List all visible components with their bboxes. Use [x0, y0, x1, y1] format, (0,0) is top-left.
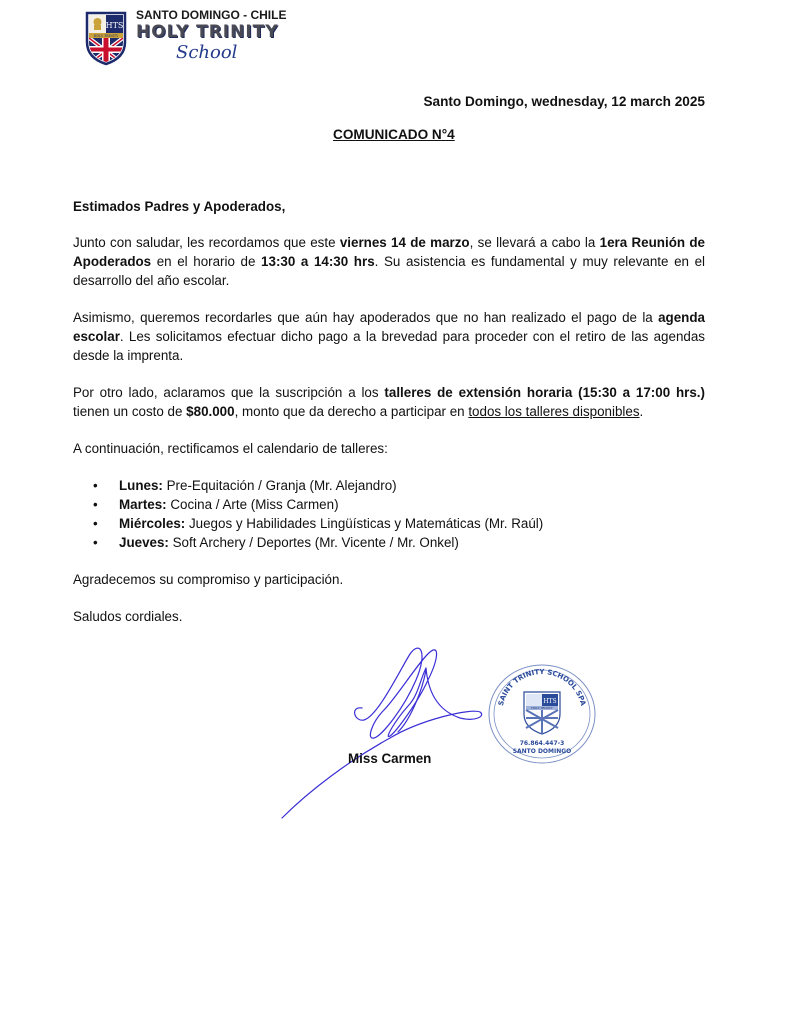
stamp-rut: 76.864.447-3	[519, 740, 565, 747]
all-workshops: todos los talleres disponibles	[468, 404, 640, 419]
workshop-schedule	[93, 476, 705, 552]
stamp-banner: HOLY TRINITY	[531, 706, 553, 711]
signer-name: Miss Carmen	[348, 751, 432, 766]
text: . Les solicitamos efectuar dicho pago a la brevedad para proceder con el retiro de las agendas desde la imprenta.	[73, 329, 705, 363]
schedule-day: Miércoles:	[119, 516, 186, 531]
meeting-date: viernes 14 de marzo	[339, 235, 470, 250]
signature-area	[0, 640, 791, 840]
schedule-detail: Cocina / Arte (Miss Carmen)	[166, 497, 339, 512]
stamp-initials: HTS	[543, 698, 557, 705]
school-logo	[84, 8, 314, 72]
text: Junto con saludar, les recordamos que este	[73, 235, 340, 250]
schedule-day: Martes:	[119, 497, 167, 512]
bullet-icon: •	[93, 516, 98, 531]
closing-line: Saludos cordiales.	[73, 609, 183, 624]
logo-school-name: HOLY TRINITY	[136, 22, 279, 42]
paragraph-meeting	[73, 233, 705, 290]
text: Por otro lado, aclaramos que la suscripción a los	[73, 385, 385, 400]
text: , se llevará a cabo la	[469, 235, 600, 250]
text: en el horario de	[151, 254, 262, 269]
schedule-item-martes	[93, 495, 705, 514]
text: Asimismo, queremos recordarles que aún hay apoderados que no han realizado el pago de la	[73, 310, 659, 325]
paragraph-calendar-intro: A continuación, rectificamos el calendario de talleres:	[73, 441, 388, 456]
greeting: Estimados Padres y Apoderados,	[73, 199, 286, 214]
paragraph-agenda	[73, 308, 705, 365]
letter-body	[73, 197, 705, 644]
text: . Su asistencia es fundamental y muy relevante en el desarrollo del año escolar.	[73, 254, 705, 288]
thanks-line: Agradecemos su compromiso y participación.	[73, 572, 344, 587]
schedule-detail: Soft Archery / Deportes (Mr. Vicente / Mr. Onkel)	[168, 535, 459, 550]
schedule-detail: Juegos y Habilidades Lingüísticas y Matemáticas (Mr. Raúl)	[185, 516, 544, 531]
school-stamp-icon	[486, 662, 598, 766]
stamp-arc-path: SAINT TRINITY SCHOOL SPA	[496, 667, 588, 707]
crest-icon	[84, 10, 128, 66]
text: .	[639, 404, 644, 419]
text: , monto que da derecho a participar en	[234, 404, 469, 419]
schedule-item-jueves	[93, 533, 705, 552]
paragraph-workshops	[73, 383, 705, 421]
bullet-icon: •	[93, 478, 98, 493]
meeting-time: 13:30 a 14:30 hrs	[261, 254, 375, 269]
meeting-name: 1era Reunión de Apoderados	[73, 235, 705, 269]
workshop-hours: talleres de extensión horaria (15:30 a 17:00 hrs.)	[384, 385, 705, 400]
schedule-day: Jueves:	[119, 535, 169, 550]
document-title: COMUNICADO N°4	[333, 127, 455, 142]
stamp-city: SANTO DOMINGO	[512, 748, 572, 755]
date-line: Santo Domingo, wednesday, 12 march 2025	[423, 94, 705, 109]
bullet-icon: •	[93, 497, 98, 512]
crest-banner: HOLY TRINITY	[93, 34, 119, 38]
crest-initials: HTS	[105, 21, 124, 30]
logo-location: SANTO DOMINGO - CHILE	[136, 8, 287, 22]
schedule-day: Lunes:	[119, 478, 163, 493]
signature-icon	[270, 640, 500, 830]
agenda-escolar: agenda escolar	[73, 310, 705, 344]
workshop-cost: $80.000	[186, 404, 235, 419]
logo-text	[136, 8, 314, 64]
schedule-detail: Pre-Equitación / Granja (Mr. Alejandro)	[162, 478, 397, 493]
bullet-icon: •	[93, 535, 98, 550]
schedule-item-miercoles	[93, 514, 705, 533]
schedule-item-lunes	[93, 476, 705, 495]
logo-school-script: School	[176, 42, 238, 63]
text: tienen un costo de	[73, 404, 187, 419]
